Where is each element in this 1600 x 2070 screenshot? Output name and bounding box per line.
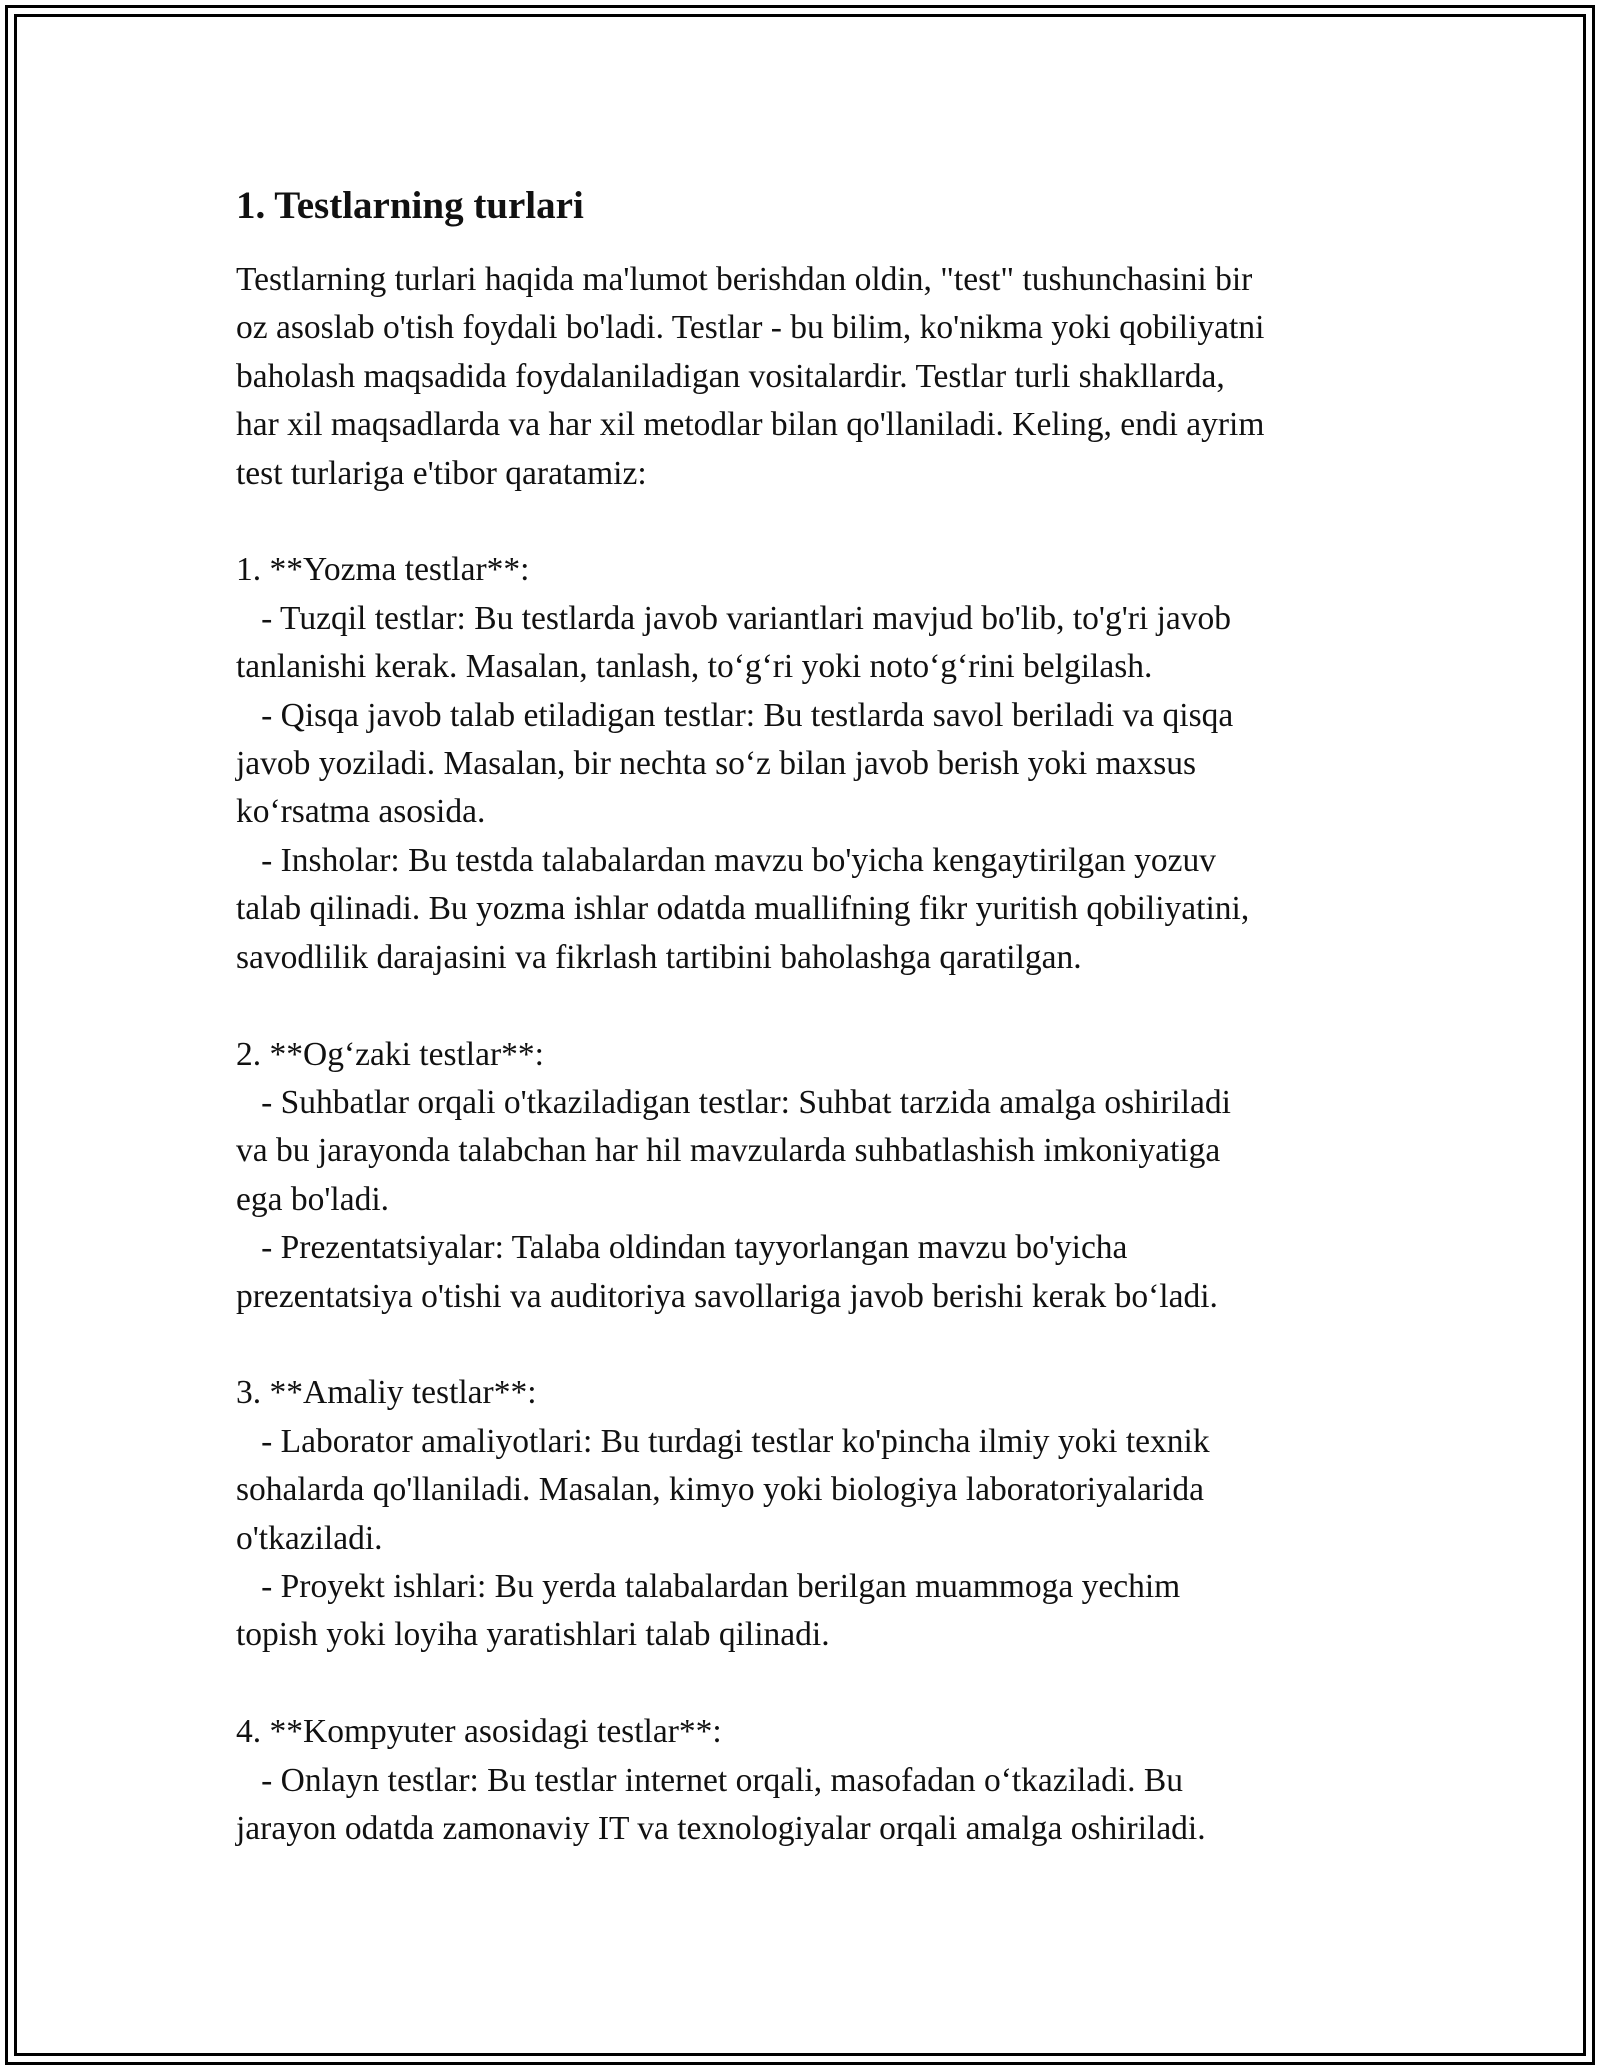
- section-title: 1. Testlarning turlari: [236, 184, 584, 227]
- document-content: [236, 182, 1386, 1853]
- section-body: Testlarning turlari haqida ma'lumot berishdan oldin, "test" tushunchasini bir oz asoslab o'tish foydali bo'ladi. Testlar - bu bilim, ko'nikma yoki qobiliyatni baholash maqsadida foydalaniladigan vositalardir. Testlar turli shakllarda, har xil maqsadlarda va har xil metodlar bilan qo'llaniladi. Keling, endi ayrim test turlariga e'tibor qaratamiz: 1. **Yozma testlar**: - Tuzqil testlar: Bu testlarda javob variantlari mavjud bo'lib, to'g'ri javob tanlanishi kerak. Masalan, tanlash, to‘g‘ri yoki noto‘g‘rini belgilash. - Qisqa javob talab etiladigan testlar: Bu testlarda savol beriladi va qisqa javob yoziladi. Masalan, bir nechta so‘z bilan javob berish yoki maxsus ko‘rsatma asosida. - Insholar: Bu testda talabalardan mavzu bo'yicha kengaytirilgan yozuv talab qilinadi. Bu yozma ishlar odatda muallifning fikr yuritish qobiliyatini, savodlilik darajasini va fikrlash tartibini baholashga qaratilgan. 2. **Og‘zaki testlar**: - Suhbatlar orqali o'tkaziladigan testlar: Suhbat tarzida amalga oshiriladi va bu jarayonda talabchan har hil mavzularda suhbatlashish imkoniyatiga ega bo'ladi. - Prezentatsiyalar: Talaba oldindan tayyorlangan mavzu bo'yicha prezentatsiya o'tishi va auditoriya savollariga javob berishi kerak bo‘ladi. 3. **Amaliy testlar**: - Laborator amaliyotlari: Bu turdagi testlar ko'pincha ilmiy yoki texnik sohalarda qo'llaniladi. Masalan, kimyo yoki biologiya laboratoriyalarida o'tkaziladi. - Proyekt ishlari: Bu yerda talabalardan berilgan muammoga yechim topish yoki loyiha yaratishlari talab qilinadi. 4. **Kompyuter asosidagi testlar**: - Onlayn testlar: Bu testlar internet orqali, masofadan o‘tkaziladi. Bu jarayon odatda zamonaviy IT va texnologiyalar orqali amalga oshiriladi.: [236, 261, 1265, 1847]
